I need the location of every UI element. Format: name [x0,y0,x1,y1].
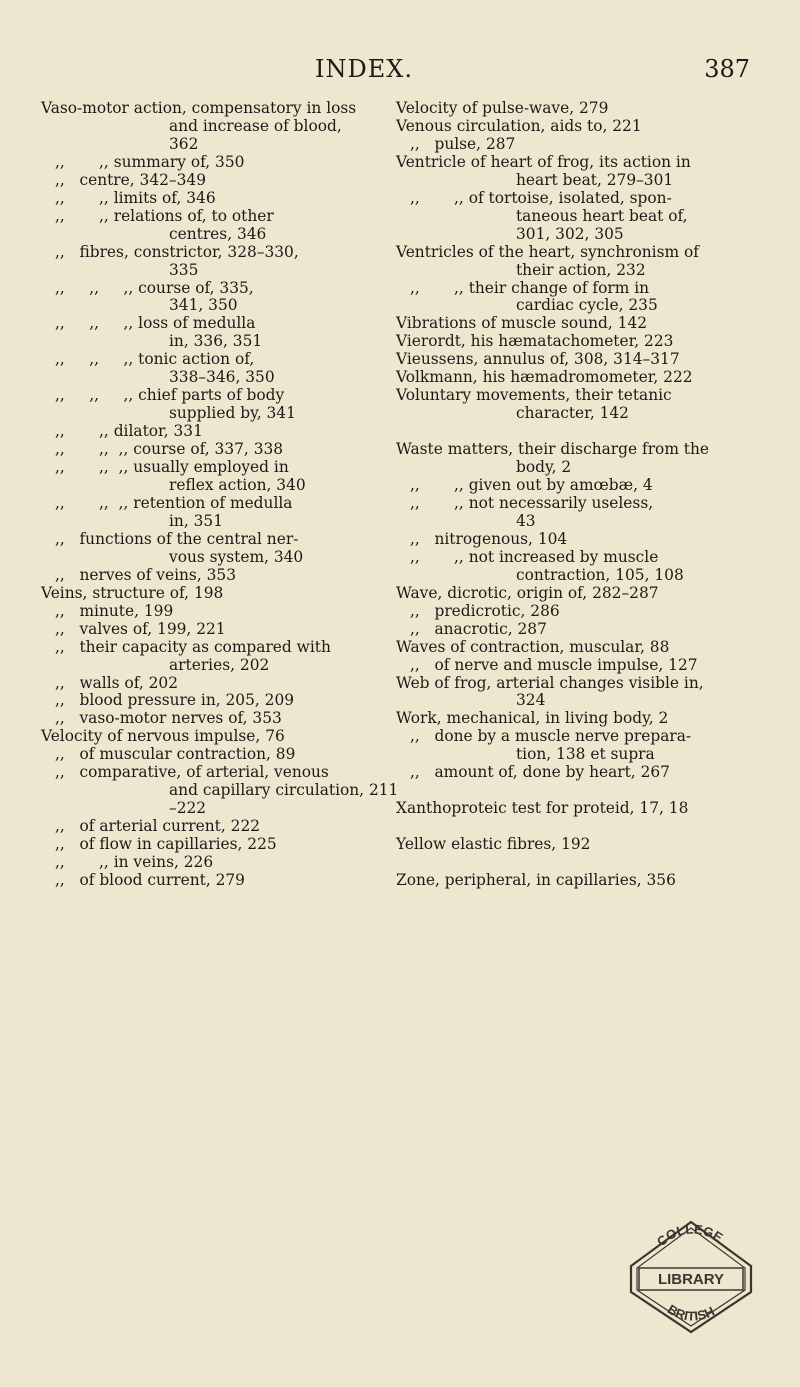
index-line: ,, ,, of tortoise, isolated, spon- [410,188,672,207]
library-stamp [623,1218,759,1336]
index-line: Veins, structure of, 198 [41,583,224,602]
index-line: in, 336, 351 [169,332,263,351]
index-line: 362 [169,134,199,153]
index-line: ,, valves of, 199, 221 [55,619,226,638]
index-line: and increase of blood, [169,116,342,135]
index-line: Vibrations of muscle sound, 142 [396,314,648,333]
index-line: ,, ,, ,, usually employed in [55,458,289,477]
index-line: ,, of nerve and muscle impulse, 127 [410,655,698,674]
index-line: Vierordt, his hæmatachometer, 223 [396,332,674,351]
index-line: Web of frog, arterial changes visible in, [396,673,704,692]
index-line: ,, ,, limits of, 346 [55,188,216,207]
index-column-left [41,99,399,890]
index-line: Waves of contraction, muscular, 88 [396,637,670,656]
page-number: 387 [704,55,750,83]
index-line: ,, ,, given out by amœbæ, 4 [410,476,653,495]
index-line: 338–346, 350 [169,368,275,387]
index-line: contraction, 105, 108 [516,565,684,584]
index-line: Ventricle of heart of frog, its action in [396,152,691,171]
index-line: ,, ,, relations of, to other [55,206,274,225]
index-line: ,, blood pressure in, 205, 209 [55,691,295,710]
index-spacer [396,854,748,872]
index-line: ,, pulse, 287 [410,134,516,153]
index-line: and capillary circulation, 211 [169,781,399,800]
index-line: in, 351 [169,511,223,530]
index-line: 324 [516,691,546,710]
index-line: ,, centre, 342–349 [55,170,206,189]
index-line: –222 [169,799,207,818]
index-line: ,, ,, in veins, 226 [55,853,214,872]
index-line: ,, of arterial current, 222 [55,817,261,836]
index-line: Yellow elastic fibres, 192 [396,835,591,854]
index-line: ,, minute, 199 [55,601,174,620]
index-line: ,, nitrogenous, 104 [410,529,568,548]
index-line: ,, ,, ,, course of, 337, 338 [55,440,284,459]
index-line: ,, ,, ,, retention of medulla [55,493,293,512]
index-line: Xanthoproteic test for proteid, 17, 18 [396,799,689,818]
index-line: ,, amount of, done by heart, 267 [410,763,670,782]
index-line: Vieussens, annulus of, 308, 314–317 [396,350,680,369]
index-line: ,, walls of, 202 [55,673,179,692]
index-line: reflex action, 340 [169,476,306,495]
index-line: supplied by, 341 [169,404,296,423]
index-line: 341, 350 [169,296,238,315]
index-line: body, 2 [516,458,572,477]
index-line: ,, functions of the central ner- [55,529,299,548]
page-title: INDEX. [315,55,413,83]
index-line: ,, of flow in capillaries, 225 [55,835,277,854]
index-line: Velocity of nervous impulse, 76 [41,727,285,746]
index-line: ,, done by a muscle nerve prepara- [410,727,692,746]
index-line: Ventricles of the heart, synchronism of [396,242,699,261]
index-line: ,, ,, summary of, 350 [55,152,245,171]
index-line: Work, mechanical, in living body, 2 [396,709,669,728]
stamp-middle-text: LIBRARY [657,1271,725,1288]
index-line: Waste matters, their discharge from the [396,440,710,459]
index-line: Venous circulation, aids to, 221 [396,116,642,135]
index-line: ,, ,, their change of form in [410,278,650,297]
index-line: taneous heart beat of, [516,206,688,225]
index-line: Wave, dicrotic, origin of, 282–287 [396,583,659,602]
index-line: their action, 232 [516,260,646,279]
index-line: 335 [169,260,199,279]
index-line: ,, of muscular contraction, 89 [55,745,296,764]
index-line: Volkmann, his hæmadromometer, 222 [396,368,693,387]
index-line: arteries, 202 [169,655,270,674]
page-header [0,55,800,85]
index-line: ,, fibres, constrictor, 328–330, [55,242,299,261]
index-line: ,, ,, ,, tonic action of, [55,350,255,369]
index-spacer [396,782,748,800]
index-line: Vaso-motor action, compensatory in loss [41,99,357,117]
index-spacer [396,818,748,836]
index-line: cardiac cycle, 235 [516,296,658,315]
index-line: heart beat, 279–301 [516,170,674,189]
index-line: ,, vaso-motor nerves of, 353 [55,709,282,728]
index-line: ,, ,, ,, chief parts of body [55,386,285,405]
index-line: tion, 138 et supra [516,745,655,764]
stamp-top-text: COLLEGE [653,1221,726,1250]
index-line: ,, ,, not increased by muscle [410,547,659,566]
index-line: 301, 302, 305 [516,224,624,243]
index-line: ,, comparative, of arterial, venous [55,763,329,782]
index-line: ,, nerves of veins, 353 [55,565,236,584]
stamp-bottom-text: BRITISH [664,1301,717,1324]
index-line: character, 142 [516,404,629,423]
index-line: Velocity of pulse-wave, 279 [396,99,609,117]
index-line: Voluntary movements, their tetanic [396,386,672,405]
index-line: 43 [516,511,536,530]
index-line: ,, their capacity as compared with [55,637,331,656]
index-line: vous system, 340 [169,547,304,566]
index-line: ,, predicrotic, 286 [410,601,560,620]
index-line: centres, 346 [169,224,267,243]
index-line: ,, ,, not necessarily useless, [410,493,654,512]
index-line: ,, ,, ,, loss of medulla [55,314,256,333]
index-line: ,, ,, ,, course of, 335, [55,278,254,297]
index-line: Zone, peripheral, in capillaries, 356 [396,870,676,889]
index-line: ,, anacrotic, 287 [410,619,547,638]
index-column-right [396,100,748,890]
index-line: ,, ,, dilator, 331 [55,422,203,441]
index-spacer [396,423,748,441]
index-line: ,, of blood current, 279 [55,870,245,889]
